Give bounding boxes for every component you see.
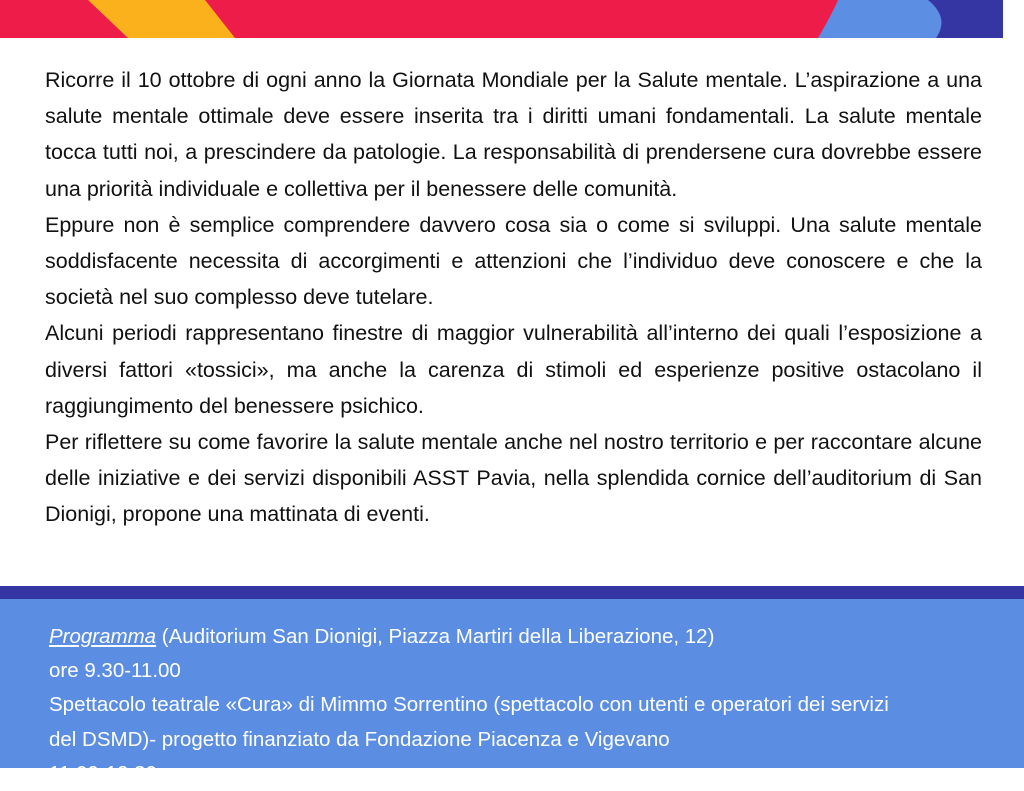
program-event-1-line-1: Spettacolo teatrale «Cura» di Mimmo Sorrentino (spettacolo con utenti e operatori dei servizi [49, 693, 889, 717]
paragraph-eppure: Eppure non è semplice comprendere davvero cosa sia o come si sviluppi. Una salute mentale soddisfacente necessita di accorgimenti e attenzioni che l’individuo deve conoscere e che la società nel suo complesso deve tutelare. [45, 212, 982, 310]
banner-graphic [0, 0, 1024, 40]
program-heading [49, 620, 989, 654]
paragraph-riflettere: Per riflettere su come favorire la salute mentale anche nel nostro territorio e per raccontare alcune delle iniziative e dei servizi disponibili ASST Pavia, nella splendida cornice dell’auditorium di San Dionigi, propone una mattinata di eventi. [45, 430, 982, 527]
program-location: (Auditorium San Dionigi, Piazza Martiri della Liberazione, 12) [156, 625, 715, 648]
program-title: Programma [49, 625, 157, 648]
banner-blue-shape [818, 0, 952, 38]
program-time-2: 11.00-12.30 [49, 761, 157, 785]
program-event-1-line-2: del DSMD)- progetto finanziato da Fondazione Piacenza e Vigevano [49, 727, 670, 751]
paragraph-periodi-vulnerabilita: Alcuni periodi rappresentano finestre di maggior vulnerabilità all’interno dei quali l’esposizione a diversi fattori «tossici», ma anche la carenza di stimoli ed esperienze positive ostacolano il raggiungimento del benessere psichico. [45, 321, 982, 418]
article-body [45, 62, 982, 533]
program-time-1: ore 9.30-11.00 [49, 659, 181, 683]
program-details [49, 620, 989, 791]
program-panel [0, 586, 1024, 785]
top-banner [0, 0, 1024, 40]
paragraph-giornata-mondiale: Ricorre il 10 ottobre di ogni anno la Giornata Mondiale per la Salute mentale. L’aspirazione a una salute mentale ottimale deve essere inserita tra i diritti umani fondamentali. La salute mentale tocca tutti noi, a prescindere da patologie. La responsabilità di prendersene cura dovrebbe essere una priorità individuale e collettiva per il benessere delle comunità. [45, 68, 982, 201]
